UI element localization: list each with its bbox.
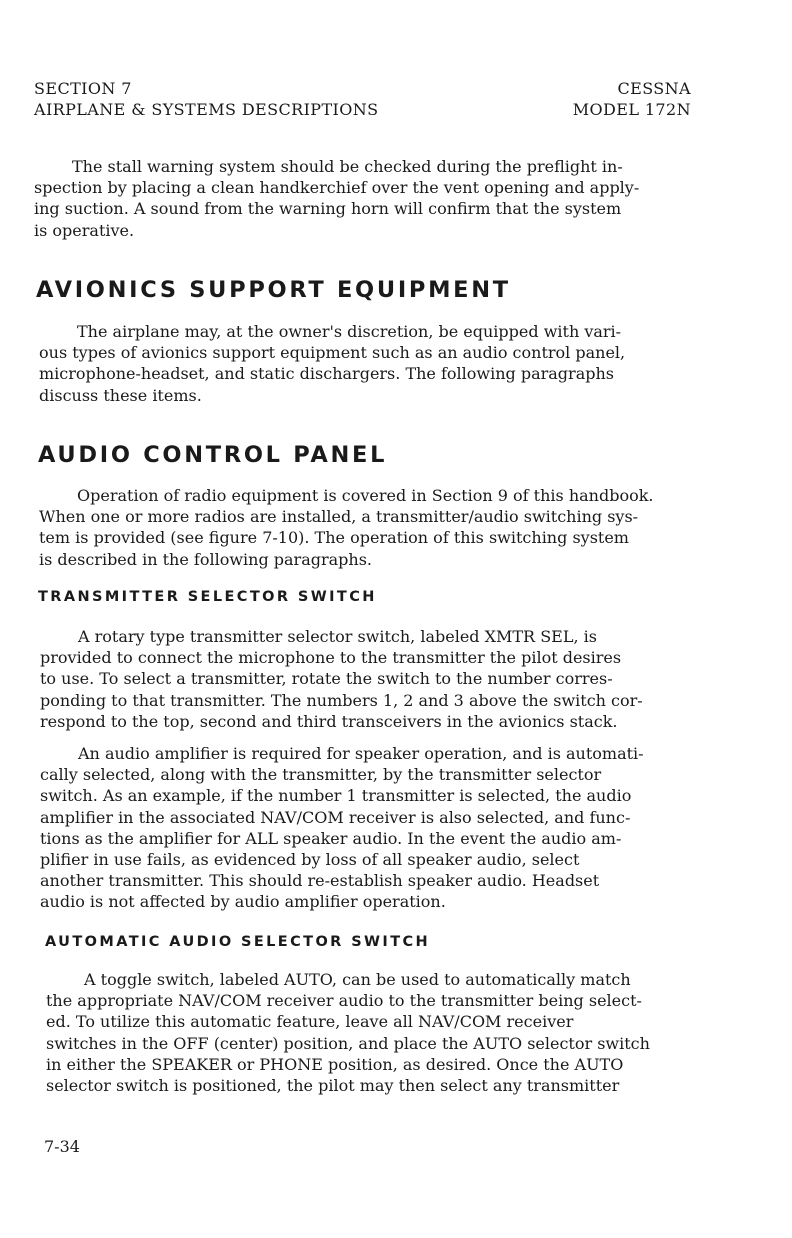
stall-warning-paragraph xyxy=(34,156,639,241)
transmitter-paragraph-1 xyxy=(40,626,643,732)
avionics-paragraph xyxy=(39,321,625,406)
text-line: discuss these items. xyxy=(39,385,202,405)
text-line: selector switch is positioned, the pilot may then select any transmitter xyxy=(46,1076,620,1096)
text-line: plifier in use fails, as evidenced by loss of all speaker audio, select xyxy=(40,850,580,870)
text-line: another transmitter. This should re-establish speaker audio. Headset xyxy=(40,871,600,891)
manufacturer: CESSNA xyxy=(617,79,691,98)
page-number: 7-34 xyxy=(44,1137,80,1156)
heading-audio-control-panel: AUDIO CONTROL PANEL xyxy=(38,442,388,468)
audio-panel-paragraph xyxy=(39,485,654,570)
text-line: cally selected, along with the transmitter, by the transmitter selector xyxy=(40,765,602,785)
model-header xyxy=(573,78,691,120)
text-line: amplifier in the associated NAV/COM receiver is also selected, and func- xyxy=(40,807,631,827)
heading-transmitter-selector: TRANSMITTER SELECTOR SWITCH xyxy=(38,589,377,605)
section-title: AIRPLANE & SYSTEMS DESCRIPTIONS xyxy=(34,100,379,119)
text-line: ing suction. A sound from the warning horn will confirm that the system xyxy=(34,199,622,219)
text-line: tions as the amplifier for ALL speaker audio. In the event the audio am- xyxy=(40,828,622,848)
text-line: ponding to that transmitter. The numbers 1, 2 and 3 above the switch cor- xyxy=(40,690,643,710)
heading-avionics-support: AVIONICS SUPPORT EQUIPMENT xyxy=(36,277,511,303)
text-line: Operation of radio equipment is covered in Section 9 of this handbook. xyxy=(77,486,654,505)
text-line: A rotary type transmitter selector switch, labeled XMTR SEL, is xyxy=(78,627,597,646)
section-number: SECTION 7 xyxy=(34,79,132,98)
text-line: ous types of avionics support equipment such as an audio control panel, xyxy=(39,343,626,363)
text-line: is described in the following paragraphs. xyxy=(39,549,373,569)
text-line: spection by placing a clean handkerchief over the vent opening and apply- xyxy=(34,178,640,198)
text-line: switch. As an example, if the number 1 transmitter is selected, the audio xyxy=(40,786,632,806)
automatic-paragraph xyxy=(46,969,650,1096)
text-line: switches in the OFF (center) position, and place the AUTO selector switch xyxy=(46,1033,650,1053)
text-line: When one or more radios are installed, a transmitter/audio switching sys- xyxy=(39,507,639,527)
text-line: The airplane may, at the owner's discretion, be equipped with vari- xyxy=(77,322,622,341)
text-line: the appropriate NAV/COM receiver audio to the transmitter being select- xyxy=(46,991,642,1011)
text-line: tem is provided (see figure 7-10). The operation of this switching system xyxy=(39,528,629,548)
transmitter-paragraph-2 xyxy=(40,743,644,913)
heading-automatic-audio-selector: AUTOMATIC AUDIO SELECTOR SWITCH xyxy=(45,934,431,950)
text-line: respond to the top, second and third transceivers in the avionics stack. xyxy=(40,711,618,731)
text-line: is operative. xyxy=(34,220,135,240)
text-line: provided to connect the microphone to the transmitter the pilot desires xyxy=(40,648,622,668)
text-line: An audio amplifier is required for speaker operation, and is automati- xyxy=(78,744,644,763)
text-line: A toggle switch, labeled AUTO, can be used to automatically match xyxy=(84,970,631,989)
model-name: MODEL 172N xyxy=(572,100,691,119)
text-line: ed. To utilize this automatic feature, leave all NAV/COM receiver xyxy=(46,1012,574,1032)
section-header xyxy=(34,78,379,120)
text-line: audio is not affected by audio amplifier operation. xyxy=(40,892,446,912)
text-line: to use. To select a transmitter, rotate the switch to the number corres- xyxy=(40,669,613,689)
text-line: in either the SPEAKER or PHONE position, as desired. Once the AUTO xyxy=(46,1054,624,1074)
text-line: The stall warning system should be checked during the preflight in- xyxy=(72,157,623,176)
text-line: microphone-headset, and static dischargers. The following paragraphs xyxy=(39,364,614,384)
